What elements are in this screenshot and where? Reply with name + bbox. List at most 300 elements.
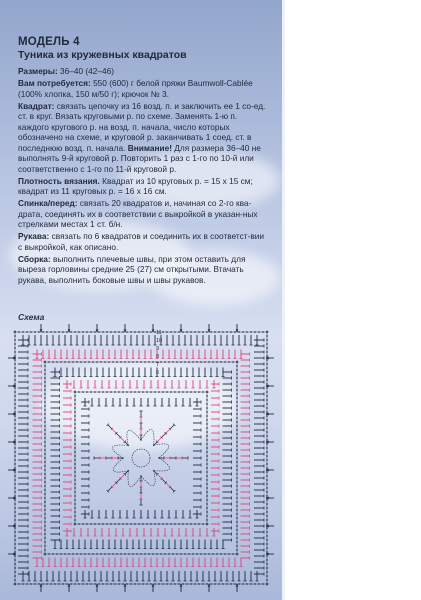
chain-stitch: [236, 417, 238, 420]
chain-stitch: [266, 535, 268, 538]
chain-stitch: [72, 361, 75, 363]
chain-stitch: [14, 539, 16, 542]
chain-stitch: [82, 523, 85, 525]
chain-stitch: [74, 423, 76, 426]
chain-stitch: [30, 583, 33, 585]
chain-stitch: [126, 583, 129, 585]
chain-stitch: [166, 583, 169, 585]
density-text: Квадрат из 10 круговых р. = 15 х 15 см; квадрат из 11 круговых р. = 16 х 16 см.: [18, 175, 253, 196]
chain-stitch: [150, 523, 153, 525]
chain-stitch: [44, 481, 46, 484]
chain-stitch: [66, 331, 69, 333]
chain-stitch: [74, 503, 76, 506]
chain-stitch: [186, 523, 189, 525]
chain-stitch: [14, 343, 16, 346]
chain-stitch: [104, 361, 107, 363]
chain-stitch: [258, 331, 261, 333]
chain-stitch: [74, 487, 76, 490]
chain-stitch: [44, 425, 46, 428]
chain-stitch: [266, 447, 268, 450]
chain-stitch: [232, 553, 235, 555]
chain-stitch: [134, 331, 137, 333]
chain-stitch: [236, 433, 238, 436]
chain-stitch: [236, 369, 238, 372]
chain-stitch: [102, 331, 105, 333]
chain-stitch: [14, 403, 16, 406]
chain-stitch: [180, 553, 183, 555]
chain-stitch: [266, 379, 268, 382]
chain-stitch: [74, 467, 76, 470]
chain-stitch: [186, 391, 189, 393]
chain-stitch: [44, 365, 46, 368]
square-text: связать цепочку из 16 возд. п. и заключить ее 1 со-ед. ст. в круг. Вязать круговыми р. по схеме. Заменять 1-ю п. каждого кругового р. на возд. п. начала, число которых обозначено на схеме, и круговой р. заканчивать 1 соед. ст. в последнюю возд. п. начала.: [18, 100, 266, 153]
chain-stitch: [136, 553, 139, 555]
chain-stitch: [102, 523, 105, 525]
crochet-chart: [6, 322, 276, 594]
materials-text: 550 (600) г белой пряжи Baumwoll-Cablée (100% хлопка, 150 м/50 г); крючок № 3.: [18, 78, 253, 99]
chain-stitch: [106, 391, 109, 393]
chain-stitch: [38, 331, 41, 333]
chain-stitch: [184, 361, 187, 363]
chain-stitch: [22, 583, 25, 585]
chain-stitch: [266, 463, 268, 466]
chain-stitch: [254, 331, 257, 333]
chain-stitch: [266, 503, 268, 506]
chain-stitch: [198, 523, 201, 525]
chain-stitch: [122, 583, 125, 585]
chain-stitch: [52, 361, 55, 363]
chain-stitch: [194, 523, 197, 525]
chain-stitch: [74, 407, 76, 410]
sizes-text: 36–40 (42–46): [57, 66, 115, 76]
chain-stitch: [236, 393, 238, 396]
chain-stitch: [194, 331, 197, 333]
chain-stitch: [174, 391, 177, 393]
chain-stitch: [142, 523, 145, 525]
chain-stitch: [44, 373, 46, 376]
chain-stitch: [262, 583, 265, 585]
chain-stitch: [14, 339, 16, 342]
chain-stitch: [82, 391, 85, 393]
chain-stitch: [236, 505, 238, 508]
chain-stitch: [194, 391, 197, 393]
chain-stitch: [206, 447, 208, 450]
chain-stitch: [212, 553, 215, 555]
chain-stitch: [100, 361, 103, 363]
chain-stitch: [206, 467, 208, 470]
instructions: [18, 36, 268, 287]
chain-stitch: [44, 529, 46, 532]
chain-stitch: [114, 391, 117, 393]
chain-stitch: [74, 475, 76, 478]
stitch-mark: [112, 483, 116, 487]
chain-stitch: [236, 521, 238, 524]
chain-stitch: [14, 483, 16, 486]
chain-stitch: [210, 583, 213, 585]
chain-stitch: [122, 331, 125, 333]
chain-stitch: [236, 377, 238, 380]
chain-stitch: [172, 361, 175, 363]
chain-stitch: [146, 583, 149, 585]
chain-stitch: [96, 361, 99, 363]
chain-stitch: [60, 361, 63, 363]
chain-stitch: [14, 523, 16, 526]
chain-stitch: [44, 453, 46, 456]
chain-stitch: [206, 583, 209, 585]
chain-stitch: [236, 453, 238, 456]
chain-stitch: [74, 415, 76, 418]
sleeve-paragraph: [18, 231, 268, 252]
chain-stitch: [114, 523, 117, 525]
chain-stitch: [74, 451, 76, 454]
chain-stitch: [74, 435, 76, 438]
chain-stitch: [14, 475, 16, 478]
chain-stitch: [74, 395, 76, 398]
sleeve-label: Рукава:: [18, 231, 50, 241]
lace-loop: [141, 471, 155, 486]
chain-stitch: [44, 545, 46, 548]
chain-stitch: [168, 553, 171, 555]
chain-stitch: [236, 525, 238, 528]
lace-loop: [128, 471, 141, 487]
chain-stitch: [226, 583, 229, 585]
lace-loop: [154, 458, 170, 471]
chain-stitch: [206, 399, 208, 402]
chain-stitch: [230, 331, 233, 333]
chain-stitch: [14, 399, 16, 402]
chain-stitch: [14, 371, 16, 374]
chain-stitch: [104, 553, 107, 555]
chain-stitch: [140, 361, 143, 363]
chain-stitch: [142, 583, 145, 585]
chain-stitch: [74, 491, 76, 494]
chain-stitch: [86, 583, 89, 585]
chain-stitch: [14, 503, 16, 506]
chain-stitch: [198, 583, 201, 585]
chain-stitch: [14, 411, 16, 414]
chain-stitch: [242, 583, 245, 585]
chain-stitch: [138, 523, 141, 525]
chain-stitch: [198, 391, 201, 393]
stitch-mark: [162, 433, 166, 437]
chain-stitch: [44, 517, 46, 520]
chain-stitch: [266, 367, 268, 370]
chain-stitch: [266, 563, 268, 566]
chain-stitch: [74, 471, 76, 474]
chain-stitch: [266, 391, 268, 394]
chain-stitch: [100, 553, 103, 555]
chain-stitch: [88, 553, 91, 555]
chain-stitch: [44, 501, 46, 504]
chain-stitch: [18, 583, 21, 585]
chain-stitch: [56, 553, 59, 555]
chain-stitch: [116, 553, 119, 555]
chain-stitch: [74, 515, 76, 518]
chain-stitch: [44, 525, 46, 528]
chain-stitch: [220, 553, 223, 555]
chain-stitch: [236, 529, 238, 532]
chain-stitch: [236, 549, 238, 552]
chain-stitch: [206, 479, 208, 482]
chain-stitch: [230, 583, 233, 585]
assembly-text: выполнить плечевые швы, при этом оставить для выреза горловины средние 25 (27) см открытыми. Втачать рукава, выполнить боковые швы и швы рукавов.: [18, 253, 246, 285]
chain-stitch: [14, 415, 16, 418]
chain-stitch: [118, 391, 121, 393]
chain-stitch: [64, 553, 67, 555]
chain-stitch: [112, 553, 115, 555]
chain-stitch: [266, 475, 268, 478]
chain-stitch: [266, 539, 268, 542]
chain-stitch: [174, 583, 177, 585]
stitch-mark: [108, 487, 112, 491]
chain-stitch: [14, 379, 16, 382]
chain-stitch: [206, 495, 208, 498]
chain-stitch: [14, 551, 16, 554]
chain-stitch: [14, 435, 16, 438]
chain-stitch: [44, 369, 46, 372]
chain-stitch: [266, 515, 268, 518]
chain-stitch: [246, 331, 249, 333]
stitch-mark: [157, 474, 161, 478]
chain-stitch: [226, 331, 229, 333]
chain-stitch: [178, 523, 181, 525]
chain-stitch: [266, 547, 268, 550]
chain-stitch: [14, 527, 16, 530]
chain-stitch: [266, 363, 268, 366]
chain-stitch: [14, 375, 16, 378]
chain-stitch: [148, 361, 151, 363]
chain-stitch: [54, 331, 57, 333]
chain-stitch: [236, 465, 238, 468]
chain-stitch: [14, 347, 16, 350]
chain-stitch: [150, 391, 153, 393]
chain-stitch: [14, 367, 16, 370]
chain-stitch: [266, 567, 268, 570]
chain-stitch: [186, 331, 189, 333]
chain-stitch: [206, 431, 208, 434]
chain-stitch: [14, 391, 16, 394]
chain-stitch: [44, 473, 46, 476]
chain-stitch: [142, 391, 145, 393]
chain-stitch: [106, 583, 109, 585]
chain-stitch: [236, 449, 238, 452]
chain-stitch: [146, 331, 149, 333]
chain-stitch: [216, 553, 219, 555]
chain-stitch: [118, 583, 121, 585]
stitch-mark: [108, 425, 112, 429]
chain-stitch: [266, 487, 268, 490]
chain-stitch: [130, 583, 133, 585]
chain-stitch: [266, 483, 268, 486]
materials-paragraph: [18, 78, 268, 99]
chain-stitch: [234, 583, 237, 585]
chain-stitch: [206, 435, 208, 438]
chain-stitch: [206, 423, 208, 426]
chain-stitch: [162, 523, 165, 525]
chain-stitch: [74, 439, 76, 442]
lace-loop: [113, 458, 128, 472]
chain-stitch: [266, 399, 268, 402]
chain-stitch: [76, 553, 79, 555]
chain-stitch: [110, 583, 113, 585]
chain-stitch: [48, 553, 51, 555]
chain-stitch: [206, 483, 208, 486]
chain-stitch: [236, 373, 238, 376]
chain-stitch: [132, 553, 135, 555]
chain-stitch: [44, 433, 46, 436]
chain-stitch: [218, 331, 221, 333]
round-number-label: 7: [156, 362, 160, 368]
chain-stitch: [90, 583, 93, 585]
chain-stitch: [44, 549, 46, 552]
chain-stitch: [266, 571, 268, 574]
chain-stitch: [14, 443, 16, 446]
chain-stitch: [22, 331, 25, 333]
chain-stitch: [14, 559, 16, 562]
chain-stitch: [266, 579, 268, 582]
chain-stitch: [224, 361, 227, 363]
chain-stitch: [134, 523, 137, 525]
chain-stitch: [266, 491, 268, 494]
chain-stitch: [86, 523, 89, 525]
chain-stitch: [56, 361, 59, 363]
chain-stitch: [122, 523, 125, 525]
stitch-mark: [157, 437, 161, 441]
chain-stitch: [44, 461, 46, 464]
chain-stitch: [144, 361, 147, 363]
chain-stitch: [246, 583, 249, 585]
chain-stitch: [14, 471, 16, 474]
chain-stitch: [130, 523, 133, 525]
chain-stitch: [14, 479, 16, 482]
chain-stitch: [74, 459, 76, 462]
chain-stitch: [236, 537, 238, 540]
chain-stitch: [44, 513, 46, 516]
square-label: Квадрат:: [18, 100, 55, 111]
chain-stitch: [224, 553, 227, 555]
chain-stitch: [222, 583, 225, 585]
chain-stitch: [44, 469, 46, 472]
chain-stitch: [148, 553, 151, 555]
chain-stitch: [14, 407, 16, 410]
sleeve-text: связать по 6 квадратов и соединить их в соответст-вии с выкройкой, как описано.: [18, 231, 265, 252]
chain-stitch: [46, 583, 49, 585]
chain-stitch: [90, 331, 93, 333]
chain-stitch: [236, 473, 238, 476]
chain-stitch: [48, 361, 51, 363]
chain-stitch: [14, 507, 16, 510]
chain-stitch: [220, 361, 223, 363]
chain-stitch: [14, 495, 16, 498]
chain-stitch: [68, 361, 71, 363]
chain-stitch: [14, 359, 16, 362]
chain-stitch: [266, 343, 268, 346]
chain-stitch: [266, 359, 268, 362]
chain-stitch: [236, 457, 238, 460]
chain-stitch: [166, 391, 169, 393]
chain-stitch: [74, 511, 76, 514]
chain-stitch: [208, 553, 211, 555]
density-paragraph: [18, 176, 268, 197]
chain-stitch: [170, 331, 173, 333]
chain-stitch: [74, 479, 76, 482]
back-front-label: Спинка/перед:: [18, 198, 78, 208]
stitch-mark: [162, 479, 166, 483]
chain-stitch: [206, 403, 208, 406]
chain-stitch: [14, 387, 16, 390]
chain-stitch: [206, 427, 208, 430]
chain-stitch: [236, 517, 238, 520]
chain-stitch: [236, 437, 238, 440]
chain-stitch: [14, 575, 16, 578]
chain-stitch: [14, 515, 16, 518]
chain-stitch: [44, 505, 46, 508]
chain-stitch: [14, 335, 16, 338]
chain-stitch: [236, 533, 238, 536]
chain-stitch: [14, 491, 16, 494]
chain-stitch: [44, 477, 46, 480]
chain-stitch: [74, 583, 77, 585]
chain-stitch: [110, 391, 113, 393]
chain-stitch: [44, 465, 46, 468]
stitch-mark: [166, 483, 170, 487]
chain-stitch: [146, 523, 149, 525]
chain-stitch: [178, 331, 181, 333]
chain-stitch: [258, 583, 261, 585]
chain-stitch: [14, 419, 16, 422]
chain-stitch: [192, 553, 195, 555]
chain-stitch: [144, 553, 147, 555]
center-ring: [132, 449, 150, 467]
chain-stitch: [266, 559, 268, 562]
chain-stitch: [120, 361, 123, 363]
chain-stitch: [54, 583, 57, 585]
chain-stitch: [208, 361, 211, 363]
chain-stitch: [184, 553, 187, 555]
chain-stitch: [110, 523, 113, 525]
chain-stitch: [44, 381, 46, 384]
chain-stitch: [14, 395, 16, 398]
chain-stitch: [152, 553, 155, 555]
chain-stitch: [158, 523, 161, 525]
chain-stitch: [140, 553, 143, 555]
chain-stitch: [168, 361, 171, 363]
stitch-mark: [170, 425, 174, 429]
chain-stitch: [236, 545, 238, 548]
chain-stitch: [14, 487, 16, 490]
chain-stitch: [202, 391, 205, 393]
chain-stitch: [266, 507, 268, 510]
chain-stitch: [266, 411, 268, 414]
chain-stitch: [74, 331, 77, 333]
chain-stitch: [14, 519, 16, 522]
chain-stitch: [74, 507, 76, 510]
chain-stitch: [206, 419, 208, 422]
chain-stitch: [196, 361, 199, 363]
chain-stitch: [14, 459, 16, 462]
article-title: Туника из кружевных квадратов: [18, 49, 187, 61]
lace-loop: [154, 444, 169, 458]
chain-stitch: [14, 579, 16, 582]
chain-stitch: [236, 397, 238, 400]
chain-stitch: [74, 443, 76, 446]
chain-stitch: [236, 489, 238, 492]
chain-stitch: [96, 553, 99, 555]
chain-stitch: [106, 331, 109, 333]
chain-stitch: [136, 361, 139, 363]
chain-stitch: [266, 407, 268, 410]
chain-stitch: [112, 361, 115, 363]
